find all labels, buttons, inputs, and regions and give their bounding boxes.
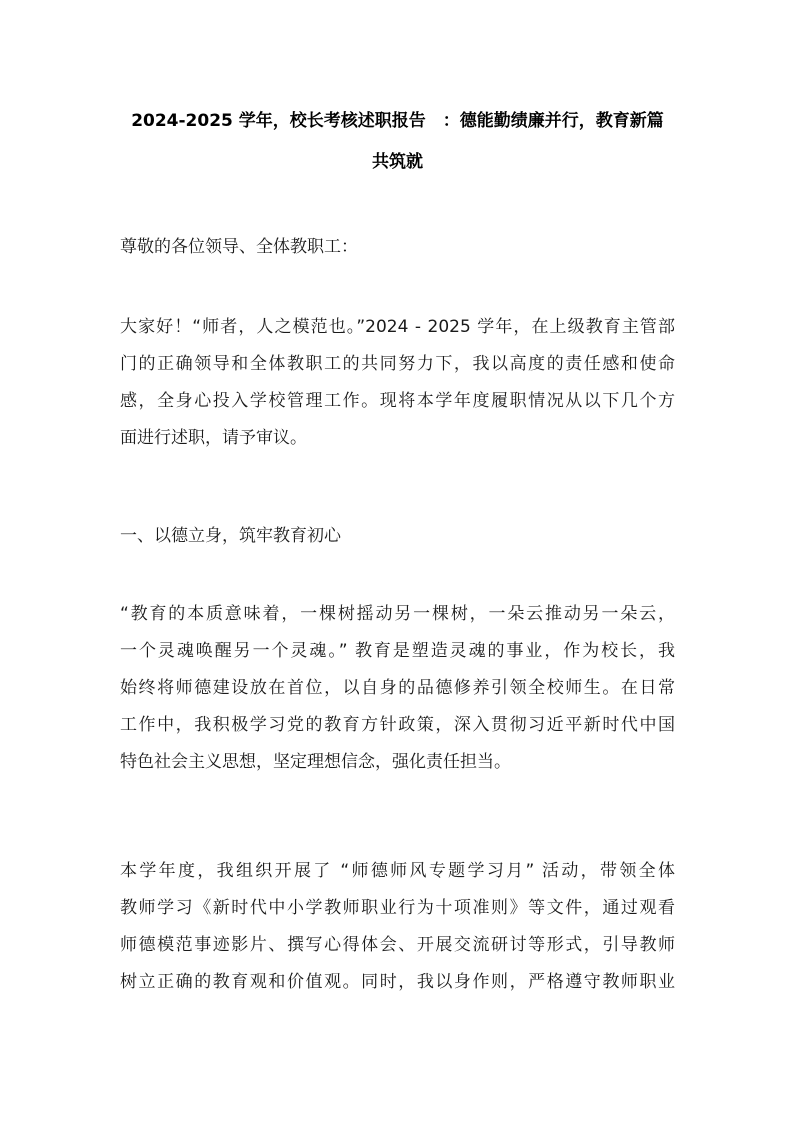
text-line: 面进行述职，请予审议。: [120, 428, 307, 448]
document-title-line-2: 共筑就: [372, 152, 423, 172]
text-line: 树立正确的教育观和价值观。同时，我以身作则，严格遵守教师职业: [120, 972, 675, 992]
text-line: 一个灵魂唤醒另一个灵魂。” 教育是塑造灵魂的事业，作为校长，我: [120, 641, 675, 661]
text-line: 师德模范事迹影片、撰写心得体会、开展交流研讨等形式，引导教师: [120, 935, 675, 955]
salutation: 尊敬的各位领导、全体教职工：: [120, 237, 358, 257]
text-line: 教师学习《新时代中小学教师职业行为十项准则》等文件，通过观看: [120, 898, 675, 918]
text-line: 始终将师德建设放在首位，以自身的品德修养引领全校师生。在日常: [120, 678, 675, 698]
text-line: 大家好！“师者，人之模范也。”2024 - 2025 学年，在上级教育主管部: [120, 317, 675, 337]
text-line: 特色社会主义思想，坚定理想信念，强化责任担当。: [120, 752, 511, 772]
text-line: 门的正确领导和全体教职工的共同努力下，我以高度的责任感和使命: [120, 354, 675, 374]
text-line: “教育的本质意味着，一棵树摇动另一棵树，一朵云推动另一朵云，: [120, 604, 675, 624]
text-line: 本学年度，我组织开展了 “师德师风专题学习月” 活动，带领全体: [120, 861, 675, 881]
document-title-line-1: 2024-2025 学年，校长考核述职报告 ：德能勤绩廉并行，教育新篇: [131, 111, 664, 131]
text-line: 工作中，我积极学习党的教育方针政策，深入贯彻习近平新时代中国: [120, 715, 675, 735]
section-heading-1: 一、以德立身，筑牢教育初心: [120, 526, 341, 546]
text-line: 感，全身心投入学校管理工作。现将本学年度履职情况从以下几个方: [120, 391, 675, 411]
